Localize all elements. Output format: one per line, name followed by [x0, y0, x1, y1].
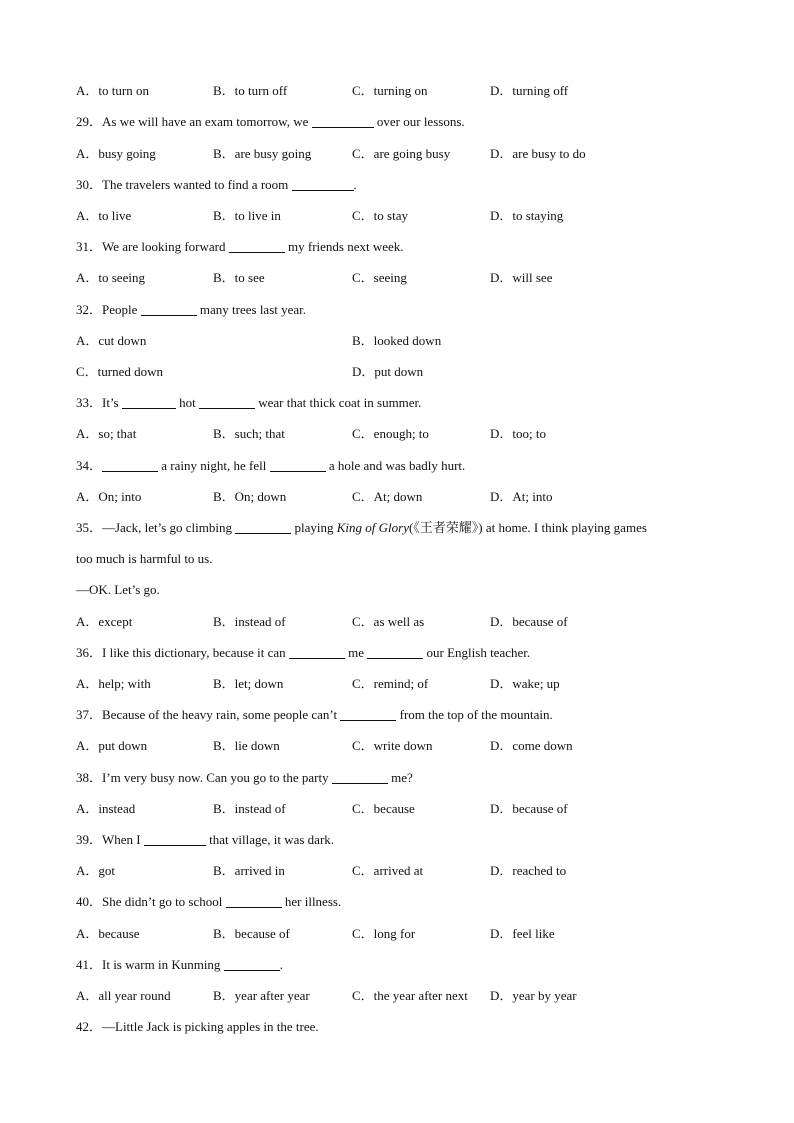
question-text: my friends next week. [284, 239, 404, 254]
question-33 [76, 394, 421, 412]
option-d: D．year by year [490, 988, 577, 1003]
option-a: A．put down [76, 738, 148, 753]
option-c: C．remind; of [352, 676, 429, 691]
question-text: 41．It is warm in Kunming [76, 957, 224, 972]
answer-blank [144, 832, 206, 846]
question-35-reply [76, 581, 160, 599]
option-b: B．looked down [352, 333, 442, 348]
option-d: D．because of [490, 614, 568, 629]
option-b: B．let; down [213, 676, 284, 691]
option-a: A．to turn on [76, 83, 149, 98]
option-a: A．On; into [76, 489, 142, 504]
answer-blank [340, 707, 396, 721]
option-b: B．because of [213, 926, 290, 941]
option-b: B．On; down [213, 489, 287, 504]
question-39 [76, 831, 334, 849]
answer-blank [229, 239, 285, 253]
answer-blank [102, 458, 158, 472]
answer-blank [141, 302, 197, 316]
question-text: 42．—Little Jack is picking apples in the tree. [76, 1019, 319, 1034]
option-b: B．are busy going [213, 146, 312, 161]
question-text: 36．I like this dictionary, because it can [76, 645, 289, 660]
question-42 [76, 1018, 319, 1036]
option-c: C．seeing [352, 270, 407, 285]
option-c: C．the year after next [352, 988, 468, 1003]
answer-blank [199, 395, 255, 409]
option-c: C．At; down [352, 489, 423, 504]
question-35 [76, 519, 647, 537]
option-c: C．because [352, 801, 415, 816]
option-a: A．to seeing [76, 270, 145, 285]
question-text: 37．Because of the heavy rain, some people can’t [76, 707, 341, 722]
option-c: C．are going busy [352, 146, 451, 161]
question-41 [76, 956, 283, 974]
option-d: D．wake; up [490, 676, 560, 691]
option-c: C．enough; to [352, 426, 429, 441]
answer-blank [289, 645, 345, 659]
option-b: B．to live in [213, 208, 281, 223]
question-36 [76, 644, 530, 662]
answer-blank [235, 520, 291, 534]
question-29 [76, 113, 465, 131]
question-text: 34． [76, 458, 103, 473]
question-text: that village, it was dark. [205, 832, 335, 847]
answer-blank [312, 114, 374, 128]
option-c: C．to stay [352, 208, 408, 223]
option-b: B．instead of [213, 614, 286, 629]
question-text: . [279, 957, 283, 972]
question-35-line-2 [76, 550, 213, 568]
answer-blank [122, 395, 176, 409]
question-text: 30．The travelers wanted to find a room [76, 177, 292, 192]
question-text: her illness. [281, 894, 342, 909]
question-text: 33．It’s [76, 395, 122, 410]
option-c: C．as well as [352, 614, 425, 629]
option-a: A．got [76, 863, 116, 878]
question-text: playing [291, 520, 337, 535]
question-text: 40．She didn’t go to school [76, 894, 226, 909]
answer-blank [332, 770, 388, 784]
question-text: 38．I’m very busy now. Can you go to the party [76, 770, 332, 785]
option-a: A．cut down [76, 333, 147, 348]
option-d: D．because of [490, 801, 568, 816]
question-text: a rainy night, he fell [158, 458, 270, 473]
option-d: D．At; into [490, 489, 553, 504]
answer-blank [226, 894, 282, 908]
option-d: D．to staying [490, 208, 564, 223]
option-b: B．to see [213, 270, 265, 285]
reply-text: —OK. Let’s go. [76, 582, 160, 597]
answer-blank [367, 645, 423, 659]
question-31 [76, 238, 404, 256]
option-c: C．turned down [76, 364, 164, 379]
option-d: D．feel like [490, 926, 555, 941]
question-text: many trees last year. [196, 302, 307, 317]
question-32 [76, 301, 306, 319]
option-a: A．because [76, 926, 140, 941]
answer-blank [292, 177, 354, 191]
option-c: C．arrived at [352, 863, 424, 878]
option-d: D．come down [490, 738, 573, 753]
option-d: D．too; to [490, 426, 546, 441]
question-40 [76, 893, 341, 911]
question-text: me? [387, 770, 413, 785]
option-a: A．all year round [76, 988, 171, 1003]
option-b: B．instead of [213, 801, 286, 816]
option-b: B．arrived in [213, 863, 285, 878]
option-d: D．reached to [490, 863, 567, 878]
option-c: C．long for [352, 926, 416, 941]
option-c: C．write down [352, 738, 433, 753]
question-text: 35．—Jack, let’s go climbing [76, 520, 236, 535]
answer-blank [270, 458, 326, 472]
question-text: 31．We are looking forward [76, 239, 229, 254]
option-a: A．to live [76, 208, 132, 223]
option-a: A．help; with [76, 676, 151, 691]
question-text: a hole and was badly hurt. [325, 458, 466, 473]
question-text: hot [175, 395, 199, 410]
question-text: wear that thick coat in summer. [255, 395, 422, 410]
option-b: B．year after year [213, 988, 310, 1003]
option-d: D．are busy to do [490, 146, 586, 161]
question-text: from the top of the mountain. [396, 707, 553, 722]
option-d: D．will see [490, 270, 553, 285]
question-text: too much is harmful to us. [76, 551, 213, 566]
game-title: King of Glory [336, 520, 409, 535]
question-text: . [353, 177, 357, 192]
option-b: B．such; that [213, 426, 285, 441]
question-38 [76, 769, 413, 787]
question-text: 29．As we will have an exam tomorrow, we [76, 114, 312, 129]
option-c: C．turning on [352, 83, 428, 98]
question-34 [76, 457, 465, 475]
option-d: D．put down [352, 364, 424, 379]
question-text: our English teacher. [423, 645, 531, 660]
answer-blank [224, 957, 280, 971]
option-b: B．to turn off [213, 83, 288, 98]
question-30 [76, 176, 357, 194]
option-a: A．so; that [76, 426, 137, 441]
option-a: A．busy going [76, 146, 156, 161]
question-text: me [344, 645, 368, 660]
option-d: D．turning off [490, 83, 569, 98]
option-a: A．instead [76, 801, 136, 816]
question-37 [76, 706, 553, 724]
question-text: 39．When I [76, 832, 144, 847]
option-b: B．lie down [213, 738, 280, 753]
question-text: 32．People [76, 302, 141, 317]
question-text: over our lessons. [373, 114, 465, 129]
question-text: (《王者荣耀》) at home. I think playing games [408, 520, 647, 535]
option-a: A．except [76, 614, 133, 629]
